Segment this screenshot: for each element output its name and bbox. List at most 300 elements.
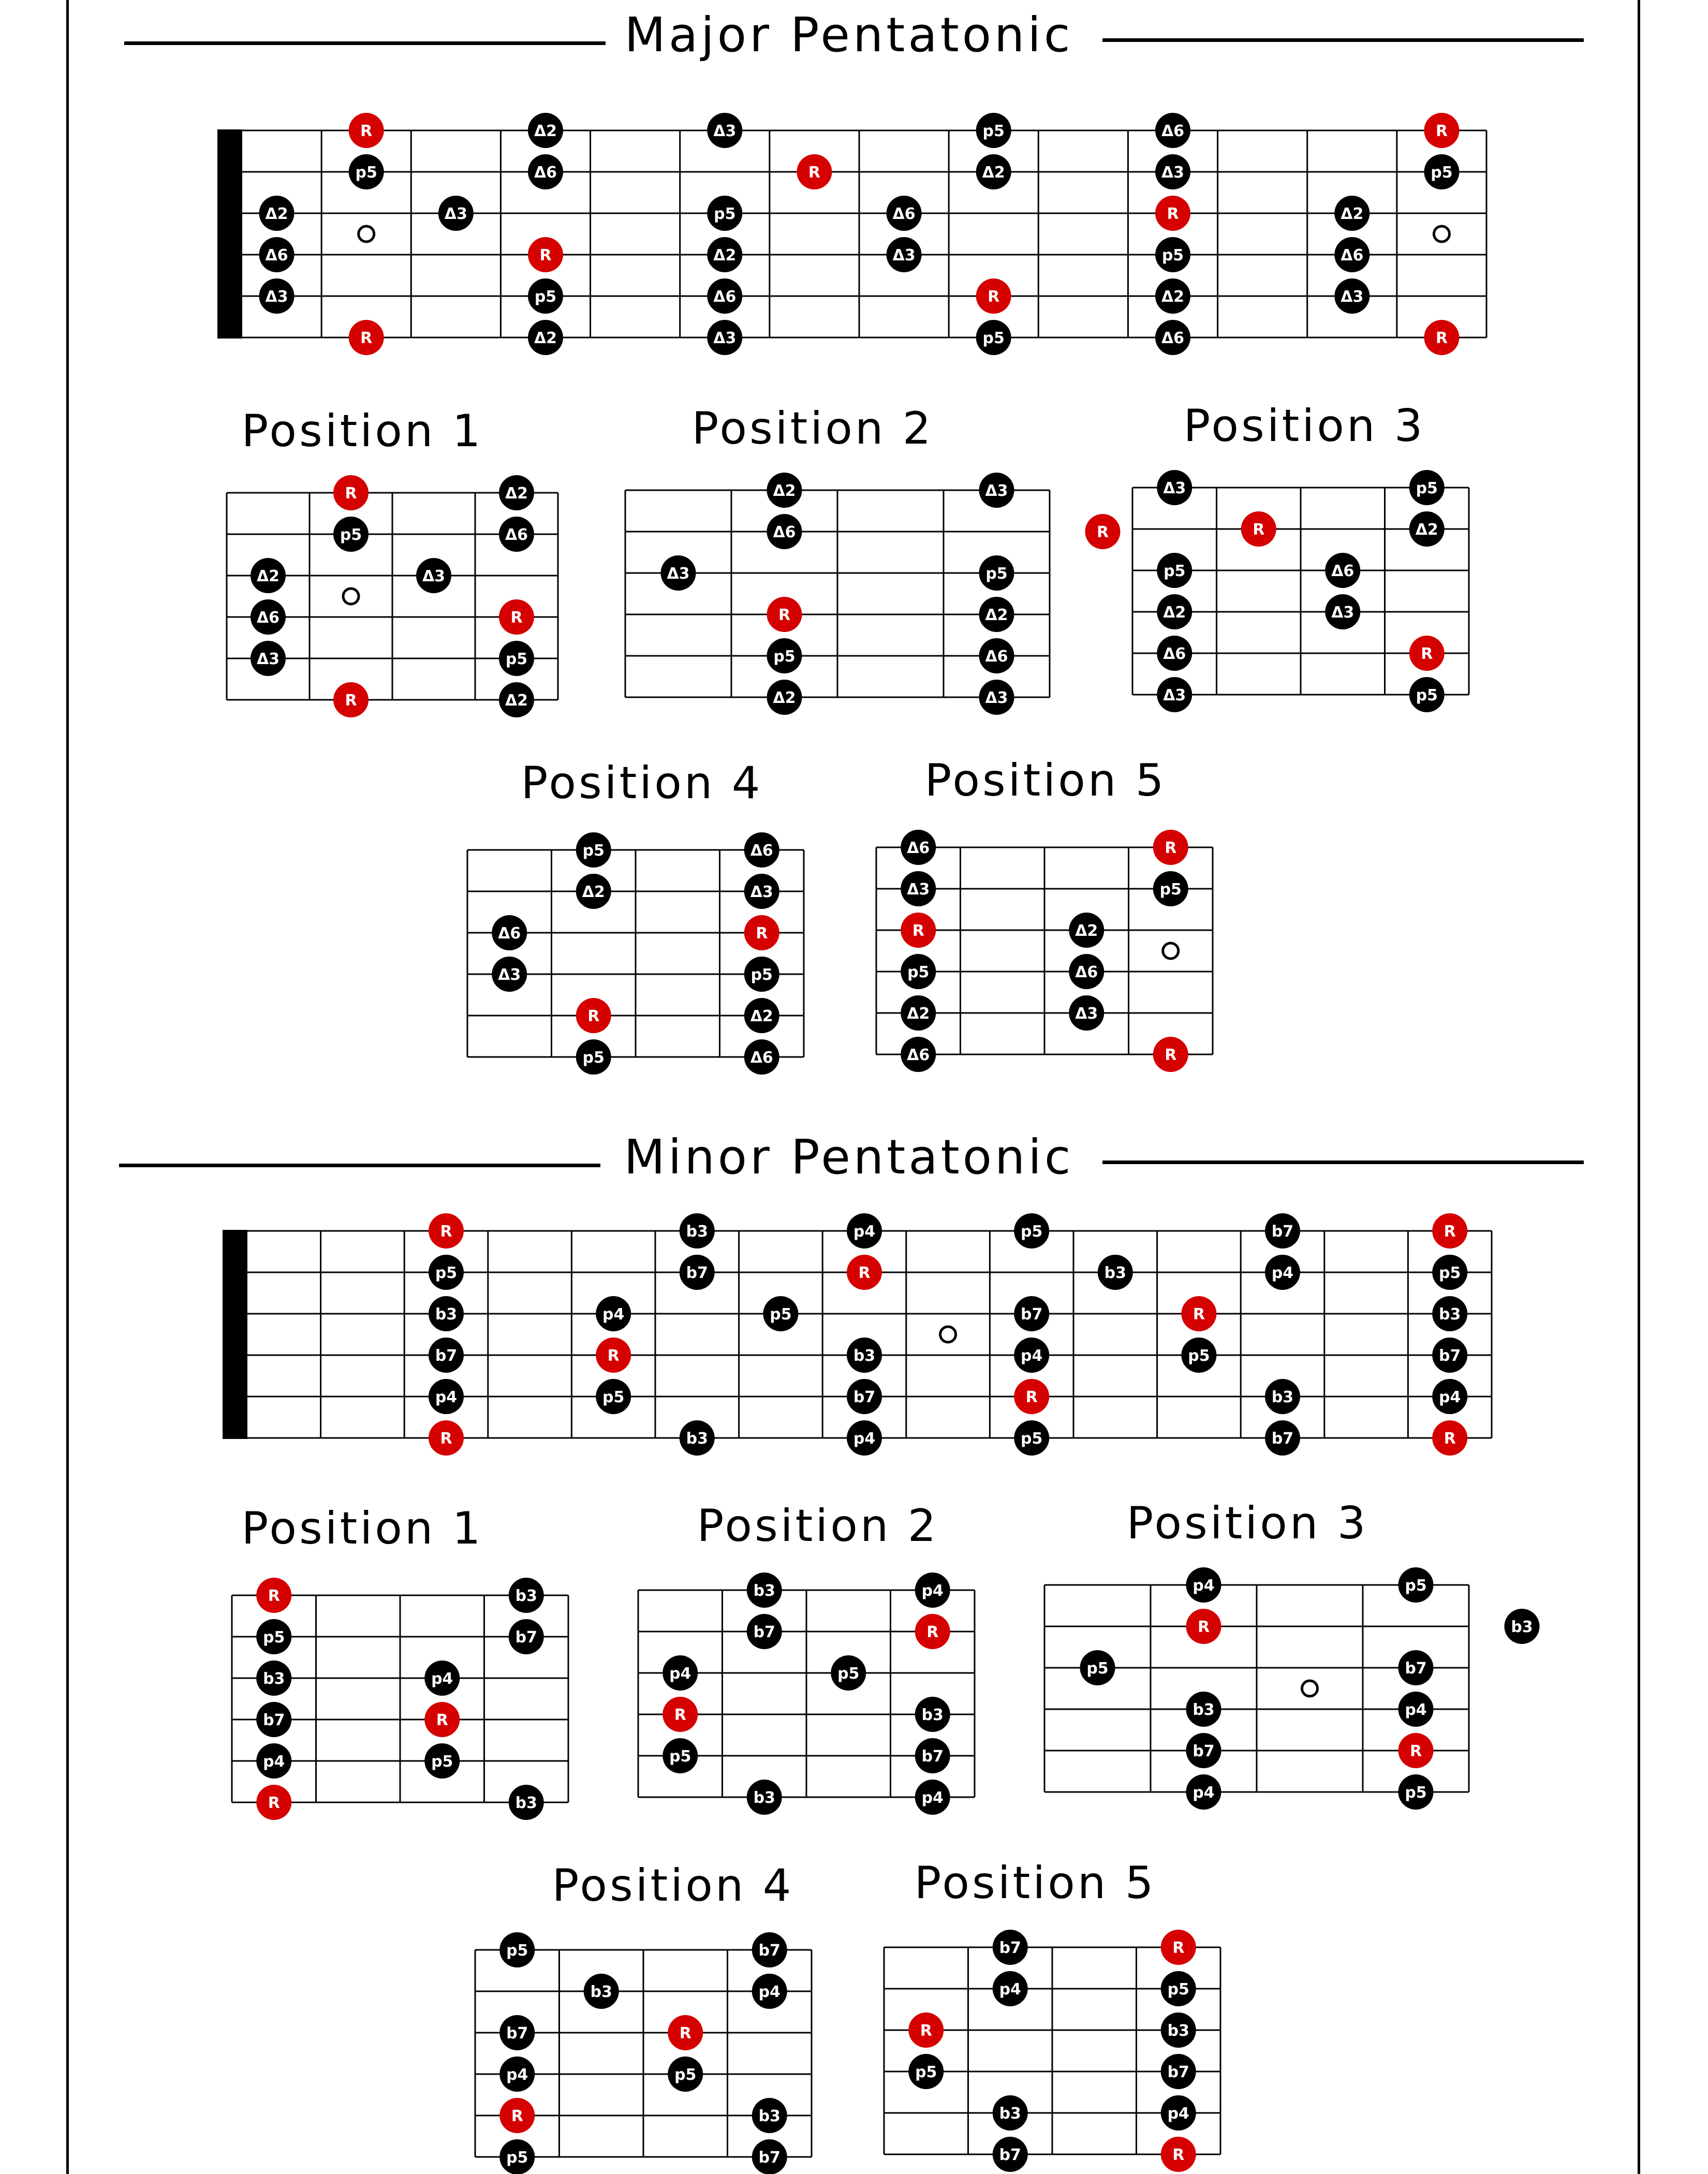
note-dot (976, 113, 1011, 148)
note-label: Δ6 (750, 1049, 773, 1067)
note-dot (831, 1655, 866, 1691)
fret-marker (343, 589, 359, 604)
note-label: R (360, 122, 373, 140)
note-label: Δ3 (892, 246, 916, 265)
note-label: b7 (1192, 1742, 1215, 1760)
note-label: p4 (602, 1305, 625, 1324)
note-label: p5 (1431, 164, 1453, 182)
note-label: p5 (602, 1388, 625, 1406)
note-label: Δ3 (667, 565, 690, 583)
root-note-dot (767, 597, 802, 632)
minor-position-1-diagram (232, 1578, 568, 1820)
note-label: p5 (773, 648, 796, 666)
note-label: b7 (1405, 1659, 1427, 1678)
note-label: p5 (1021, 1223, 1043, 1241)
note-dot (767, 514, 802, 549)
note-label: R (1444, 1430, 1456, 1448)
note-dot (979, 680, 1014, 715)
root-note-dot (349, 320, 384, 355)
note-dot (707, 278, 742, 314)
note-dot (251, 558, 286, 593)
note-label: b3 (1104, 1264, 1126, 1282)
note-dot (1186, 1774, 1221, 1810)
root-note-dot (1186, 1609, 1221, 1644)
note-dot (1181, 1338, 1216, 1373)
note-dot (1432, 1338, 1467, 1373)
note-dot (528, 113, 563, 148)
note-label: R (778, 606, 791, 624)
root-note-dot (901, 913, 936, 948)
note-label: Δ2 (582, 883, 605, 901)
root-note-dot (1432, 1420, 1467, 1456)
root-note-dot (797, 154, 832, 189)
note-label: p5 (1161, 246, 1184, 265)
note-dot (259, 278, 295, 314)
note-dot (1398, 1774, 1434, 1810)
note-label: Δ3 (907, 880, 930, 899)
note-dot (1265, 1420, 1300, 1456)
note-dot (528, 278, 563, 314)
root-note-dot (915, 1614, 950, 1649)
fret-marker (1302, 1681, 1318, 1696)
note-label: p4 (1439, 1388, 1461, 1406)
note-dot (1265, 1213, 1300, 1248)
note-label: p5 (582, 1049, 605, 1067)
note-label: R (674, 1706, 686, 1724)
note-dot (1161, 1971, 1196, 2006)
note-label: R (756, 924, 768, 943)
note-label: p5 (263, 1628, 285, 1647)
root-note-dot (499, 599, 534, 635)
root-note-dot (596, 1338, 631, 1373)
note-label: p4 (1167, 2105, 1189, 2123)
root-note-dot (528, 237, 563, 272)
note-dot (1014, 1338, 1049, 1373)
major-position-1-diagram (227, 475, 558, 717)
note-dot (1398, 1650, 1434, 1685)
note-dot (767, 638, 802, 673)
note-dot (333, 517, 369, 552)
note-label: R (440, 1223, 452, 1241)
note-label: b3 (686, 1223, 708, 1241)
note-label: R (345, 692, 357, 710)
note-dot (680, 1213, 715, 1248)
note-dot (1014, 1213, 1049, 1248)
note-label: Δ2 (505, 484, 528, 503)
note-label: Δ2 (773, 482, 796, 500)
note-label: Δ3 (1161, 164, 1185, 182)
note-dot (707, 237, 742, 272)
note-label: R (607, 1347, 620, 1365)
note-label: Δ6 (1161, 329, 1185, 347)
note-dot (424, 1661, 460, 1696)
note-label: b3 (1192, 1701, 1215, 1719)
major-position-5-diagram (876, 830, 1213, 1072)
note-label: R (912, 922, 924, 940)
note-label: R (988, 288, 1000, 306)
note-label: Δ6 (1341, 246, 1364, 265)
note-dot (661, 555, 696, 591)
note-dot (707, 320, 742, 355)
note-dot (429, 1338, 464, 1373)
note-dot (915, 1697, 950, 1732)
note-dot (747, 1780, 782, 1815)
note-label: Δ6 (985, 648, 1008, 666)
note-dot (1098, 1255, 1133, 1290)
note-label: R (268, 1794, 280, 1812)
root-note-dot (1161, 2137, 1196, 2172)
note-dot (492, 915, 527, 950)
note-dot (256, 1661, 291, 1696)
note-label: R (1253, 521, 1265, 539)
note-label: p5 (355, 164, 377, 182)
root-note-dot (1014, 1379, 1049, 1414)
note-label: p5 (982, 122, 1005, 140)
note-dot (499, 2057, 535, 2092)
note-dot (979, 597, 1014, 632)
note-label: R (1165, 839, 1177, 857)
note-label: Δ3 (985, 482, 1008, 500)
note-label: p5 (1416, 686, 1438, 704)
note-dot (499, 641, 534, 676)
major-position-2-title: Position 2 (691, 403, 934, 454)
note-label: Δ2 (256, 567, 280, 585)
note-label: b7 (1439, 1347, 1461, 1365)
note-label: R (345, 484, 357, 503)
note-label: R (511, 2107, 523, 2125)
note-label: R (1172, 1939, 1185, 1957)
note-dot (1424, 154, 1459, 189)
note-label: Δ6 (713, 288, 737, 306)
note-dot (847, 1379, 882, 1414)
note-label: Δ3 (750, 883, 773, 901)
note-dot (576, 874, 611, 909)
note-label: b3 (515, 1587, 537, 1605)
note-label: Δ6 (773, 523, 796, 541)
note-label: R (926, 1623, 939, 1641)
major-position-4-diagram (467, 832, 804, 1075)
note-dot (1014, 1420, 1049, 1456)
note-dot (256, 1619, 291, 1654)
note-dot (847, 1213, 882, 1248)
minor-position-2-diagram (638, 1573, 975, 1815)
note-dot (509, 1785, 544, 1820)
note-dot (901, 1037, 936, 1072)
note-label: b7 (999, 1939, 1021, 1957)
minor-position-1-title: Position 1 (241, 1503, 483, 1554)
note-label: R (679, 2024, 691, 2043)
note-label: Δ6 (534, 164, 557, 182)
fret-marker (940, 1327, 956, 1342)
note-label: b7 (921, 1747, 944, 1766)
note-label: Δ2 (1075, 922, 1098, 940)
note-dot (707, 113, 742, 148)
minor-position-5-diagram (884, 1930, 1220, 2172)
note-dot (259, 237, 295, 272)
note-dot (1265, 1255, 1300, 1290)
note-label: R (440, 1430, 452, 1448)
note-label: R (858, 1264, 871, 1282)
note-dot (1157, 594, 1192, 629)
note-dot (752, 2098, 787, 2133)
note-label: Δ6 (1075, 963, 1098, 981)
note-label: Δ2 (534, 329, 557, 347)
note-dot (584, 1974, 619, 2009)
root-note-dot (1241, 511, 1276, 547)
note-dot (680, 1255, 715, 1290)
note-label: b7 (435, 1347, 458, 1365)
note-dot (499, 2015, 535, 2050)
note-dot (576, 1039, 611, 1075)
root-note-dot (1153, 830, 1188, 865)
note-dot (707, 196, 742, 231)
note-label: Δ6 (498, 924, 521, 943)
note-label: Δ2 (1415, 521, 1438, 539)
note-dot (1155, 320, 1190, 355)
root-note-dot (256, 1578, 291, 1613)
note-label: p5 (1021, 1430, 1043, 1448)
note-dot (499, 682, 534, 717)
major-position-1-title: Position 1 (241, 405, 483, 457)
note-label: p4 (758, 1983, 781, 2001)
note-dot (1334, 237, 1370, 272)
note-label: p5 (505, 650, 528, 668)
note-label: R (920, 2022, 932, 2040)
root-note-dot (576, 998, 611, 1033)
note-dot (499, 517, 534, 552)
root-note-dot (668, 2015, 703, 2050)
note-dot (429, 1379, 464, 1414)
root-note-dot (1409, 636, 1445, 671)
note-dot (763, 1296, 798, 1331)
note-label: p5 (1416, 479, 1438, 497)
note-dot (662, 1738, 698, 1773)
note-dot (1334, 278, 1370, 314)
major-position-3-title: Position 3 (1183, 400, 1425, 452)
note-label: p5 (837, 1665, 860, 1683)
note-dot (1432, 1296, 1467, 1331)
note-dot (1069, 995, 1104, 1031)
note-dot (1157, 553, 1192, 588)
nut (223, 1230, 247, 1439)
note-dot (429, 1296, 464, 1331)
note-label: b3 (853, 1347, 876, 1365)
note-label: p5 (1188, 1347, 1210, 1365)
note-label: Δ2 (750, 1007, 773, 1025)
note-label: p5 (1405, 1577, 1427, 1595)
note-dot (596, 1296, 631, 1331)
note-label: p4 (853, 1430, 876, 1448)
note-label: Δ2 (1163, 604, 1186, 622)
note-dot (1157, 677, 1192, 712)
note-dot (744, 874, 779, 909)
note-dot (747, 1573, 782, 1608)
note-dot (847, 1338, 882, 1373)
note-label: p4 (921, 1582, 944, 1600)
note-dot (429, 1255, 464, 1290)
fret-marker (1163, 943, 1179, 959)
note-dot (499, 2139, 535, 2174)
note-dot (259, 196, 295, 231)
root-note-dot (847, 1255, 882, 1290)
note-label: b7 (1271, 1430, 1294, 1448)
note-dot (1155, 237, 1190, 272)
root-note-dot (429, 1213, 464, 1248)
major-position-5-title: Position 5 (924, 755, 1167, 806)
note-label: p5 (1164, 562, 1186, 580)
note-label: p4 (1405, 1701, 1427, 1719)
note-label: b3 (1167, 2022, 1189, 2040)
note-label: Δ6 (265, 246, 288, 265)
note-dot (1157, 470, 1192, 505)
note-label: Δ3 (1163, 686, 1186, 704)
nut (217, 129, 242, 339)
note-label: b7 (506, 2024, 528, 2043)
note-dot (349, 154, 384, 189)
note-dot (1080, 1650, 1115, 1685)
note-label: Δ2 (505, 692, 528, 710)
note-label: b7 (758, 2149, 781, 2167)
root-note-dot (499, 2098, 535, 2133)
note-label: b7 (263, 1711, 285, 1729)
note-label: p5 (431, 1753, 453, 1771)
root-note-dot (1424, 113, 1459, 148)
note-dot (915, 1573, 950, 1608)
note-dot (979, 638, 1014, 673)
note-label: p4 (263, 1753, 285, 1771)
major-position-4-title: Position 4 (521, 757, 763, 809)
note-label: R (1197, 1618, 1210, 1636)
note-dot (416, 558, 451, 593)
note-dot (668, 2057, 703, 2092)
note-dot (1161, 2013, 1196, 2048)
note-label: p5 (506, 2149, 528, 2167)
note-dot (901, 871, 936, 906)
minor-position-4-diagram (475, 1932, 812, 2174)
note-label: R (1167, 205, 1179, 223)
note-dot (993, 2095, 1028, 2131)
note-label: Δ2 (907, 1005, 930, 1023)
note-dot (1157, 636, 1192, 671)
note-dot (596, 1379, 631, 1414)
major-position-2-diagram (625, 473, 1121, 715)
note-dot (1153, 871, 1188, 906)
note-label: p4 (921, 1789, 944, 1807)
root-note-dot (908, 2013, 944, 2048)
note-label: Δ6 (907, 839, 930, 857)
note-dot (424, 1743, 460, 1779)
note-dot (438, 196, 474, 231)
note-dot (744, 957, 779, 992)
note-label: b3 (921, 1706, 944, 1724)
major-full-neck (217, 113, 1486, 355)
note-dot (744, 998, 779, 1033)
note-dot (752, 1932, 787, 1967)
note-label: Δ6 (1331, 562, 1354, 580)
note-dot (887, 196, 922, 231)
note-dot (1334, 196, 1370, 231)
fret-marker (1434, 226, 1449, 242)
note-dot (251, 599, 286, 635)
note-label: p5 (770, 1305, 792, 1324)
note-label: Δ2 (534, 122, 557, 140)
note-label: p4 (853, 1223, 876, 1241)
note-dot (1432, 1379, 1467, 1414)
note-label: p5 (982, 329, 1005, 347)
note-dot (979, 473, 1014, 508)
note-label: p4 (1271, 1264, 1294, 1282)
note-dot (1155, 154, 1190, 189)
note-dot (509, 1578, 544, 1613)
note-dot (976, 154, 1011, 189)
note-dot (1325, 594, 1360, 629)
major-section-title: Major Pentatonic (624, 7, 1073, 63)
note-label: Δ6 (907, 1046, 930, 1064)
note-label: R (436, 1711, 448, 1729)
note-dot (901, 830, 936, 865)
note-label: R (1192, 1305, 1205, 1324)
note-label: R (587, 1007, 600, 1025)
note-dot (1014, 1296, 1049, 1331)
minor-position-3-title: Position 3 (1126, 1497, 1368, 1549)
root-note-dot (1432, 1213, 1467, 1248)
note-dot (1186, 1733, 1221, 1768)
note-label: Δ6 (750, 842, 773, 860)
note-label: Δ3 (713, 122, 737, 140)
note-label: p4 (1021, 1347, 1043, 1365)
note-label: Δ3 (1341, 288, 1364, 306)
note-label: b3 (263, 1670, 285, 1688)
note-label: p5 (750, 966, 773, 984)
note-label: p5 (506, 1942, 528, 1960)
minor-position-2-title: Position 2 (697, 1500, 939, 1552)
note-dot (1186, 1567, 1221, 1603)
root-note-dot (976, 278, 1011, 314)
note-label: Δ2 (1161, 288, 1185, 306)
note-label: b7 (686, 1264, 708, 1282)
note-label: R (808, 164, 820, 182)
note-label: b3 (999, 2105, 1021, 2123)
root-note-dot (333, 682, 369, 717)
major-position-3-diagram (1132, 470, 1469, 712)
note-label: Δ3 (1331, 604, 1354, 622)
note-label: b7 (1167, 2063, 1189, 2081)
note-dot (1155, 113, 1190, 148)
note-label: Δ2 (985, 606, 1008, 624)
note-dot (680, 1420, 715, 1456)
note-label: p5 (714, 205, 736, 223)
note-label: b3 (1271, 1388, 1294, 1406)
note-label: b7 (758, 1942, 781, 1960)
note-dot (528, 320, 563, 355)
note-dot (1398, 1567, 1434, 1603)
note-label: p5 (907, 963, 930, 981)
note-label: Δ3 (498, 966, 521, 984)
note-label: R (360, 329, 373, 347)
note-dot (1409, 470, 1445, 505)
note-dot (901, 995, 936, 1031)
note-label: p5 (1167, 1980, 1189, 1999)
note-label: b3 (590, 1983, 612, 2001)
note-dot (767, 680, 802, 715)
note-label: b3 (1511, 1618, 1533, 1636)
note-label: R (1025, 1388, 1038, 1406)
note-dot (662, 1655, 698, 1691)
root-note-dot (1424, 320, 1459, 355)
root-note-dot (349, 113, 384, 148)
note-label: p5 (985, 565, 1008, 583)
note-label: b7 (515, 1628, 537, 1647)
